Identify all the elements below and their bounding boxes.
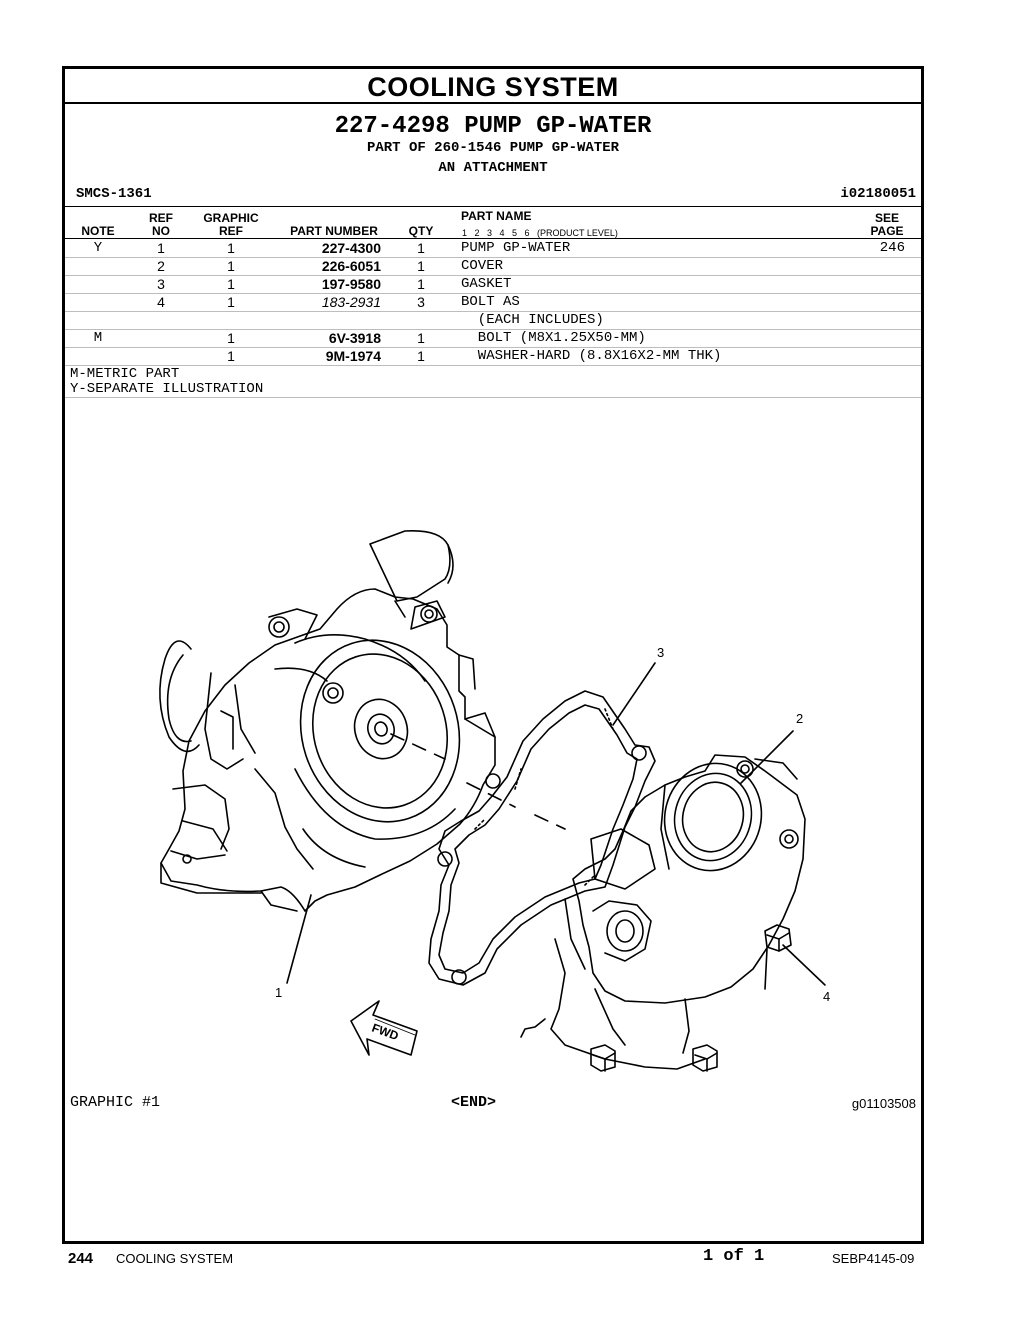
attachment-line: AN ATTACHMENT: [438, 160, 548, 176]
callout-2: 2: [796, 711, 804, 726]
group-number: 227-4298: [334, 113, 450, 140]
parts-page-frame: [62, 66, 924, 1244]
qty-cell: 3: [417, 294, 425, 310]
leader-line-2: [741, 731, 793, 783]
page-of: 1 of 1: [703, 1247, 765, 1266]
graphic-id: g01103508: [851, 1096, 916, 1111]
leader-line-1: [287, 895, 311, 983]
qty-cell: 1: [417, 348, 425, 364]
col-qty: QTY: [408, 224, 434, 238]
bolt-drawing: [591, 925, 791, 1071]
leader-line-4: [783, 945, 825, 985]
col-ref-top: REF: [149, 211, 173, 225]
col-graphic-bottom: REF: [219, 224, 243, 238]
smcs-code: SMCS-1361: [76, 186, 152, 202]
graphic-cell: 1: [227, 276, 235, 292]
part-number-cell[interactable]: 183-2931: [321, 294, 381, 310]
page-number: 244: [68, 1250, 94, 1267]
graphic-label: GRAPHIC #1: [70, 1094, 161, 1111]
footer-section: COOLING SYSTEM: [116, 1251, 234, 1266]
ref-cell: 4: [157, 294, 165, 310]
col-part-number: PART NUMBER: [290, 224, 378, 238]
part-name-cell: COVER: [461, 258, 504, 274]
callout-4: 4: [823, 989, 831, 1004]
col-part-name: PART NAME: [461, 209, 532, 223]
ref-cell: 1: [157, 240, 165, 256]
part-number-cell[interactable]: 9M-1974: [325, 348, 381, 364]
note-cell: M: [93, 330, 103, 346]
part-number-cell[interactable]: 227-4300: [321, 240, 381, 256]
col-see-bottom: PAGE: [870, 224, 904, 238]
ref-cell: 3: [157, 276, 165, 292]
col-note: NOTE: [81, 224, 115, 238]
part-name-cell: BOLT (M8X1.25X50-MM): [461, 330, 646, 346]
graphic-cell: 1: [227, 330, 235, 346]
end-marker: <END>: [451, 1094, 497, 1111]
part-name-cell: (EACH INCLUDES): [461, 312, 604, 328]
graphic-cell: 1: [227, 240, 235, 256]
part-name-cell: BOLT AS: [461, 294, 520, 310]
qty-cell: 1: [417, 330, 425, 346]
graphic-cell: 1: [227, 294, 235, 310]
ref-cell: 2: [157, 258, 165, 274]
legend-metric: M-METRIC PART: [70, 366, 180, 382]
graphic-cell: 1: [227, 258, 235, 274]
part-name-cell: WASHER-HARD (8.8X16X2-MM THK): [461, 348, 722, 364]
product-level-scale: 1 2 3 4 5 6 (PRODUCT LEVEL): [462, 228, 618, 238]
note-cell: Y: [93, 240, 103, 256]
illustration-id: i02180051: [840, 186, 916, 202]
exploded-view-illustration: [65, 69, 921, 1241]
legend-separate: Y-SEPARATE ILLUSTRATION: [70, 381, 264, 397]
cover-drawing: [521, 752, 805, 1069]
part-name-cell: GASKET: [461, 276, 512, 292]
group-name: PUMP GP-WATER: [464, 113, 652, 140]
col-see-top: SEE: [874, 211, 899, 225]
section-title: COOLING SYSTEM: [65, 69, 921, 104]
part-of-line: PART OF 260-1546 PUMP GP-WATER: [366, 140, 620, 156]
see-page-cell[interactable]: 246: [879, 240, 905, 256]
part-number-cell[interactable]: 197-9580: [321, 276, 381, 292]
part-name-cell: PUMP GP-WATER: [461, 240, 571, 256]
qty-cell: 1: [417, 240, 425, 256]
qty-cell: 1: [417, 276, 425, 292]
part-number-cell[interactable]: 6V-3918: [328, 330, 381, 346]
part-number-cell[interactable]: 226-6051: [321, 258, 381, 274]
qty-cell: 1: [417, 258, 425, 274]
callout-3: 3: [657, 645, 665, 660]
leader-line-3: [613, 663, 655, 725]
col-ref-bottom: NO: [152, 224, 170, 238]
fwd-label: FWD: [369, 1020, 401, 1044]
graphic-cell: 1: [227, 348, 235, 364]
callout-1: 1: [275, 985, 283, 1000]
document-number: SEBP4145-09: [832, 1251, 915, 1266]
water-pump-drawing: [160, 531, 495, 911]
col-graphic-top: GRAPHIC: [203, 211, 259, 225]
